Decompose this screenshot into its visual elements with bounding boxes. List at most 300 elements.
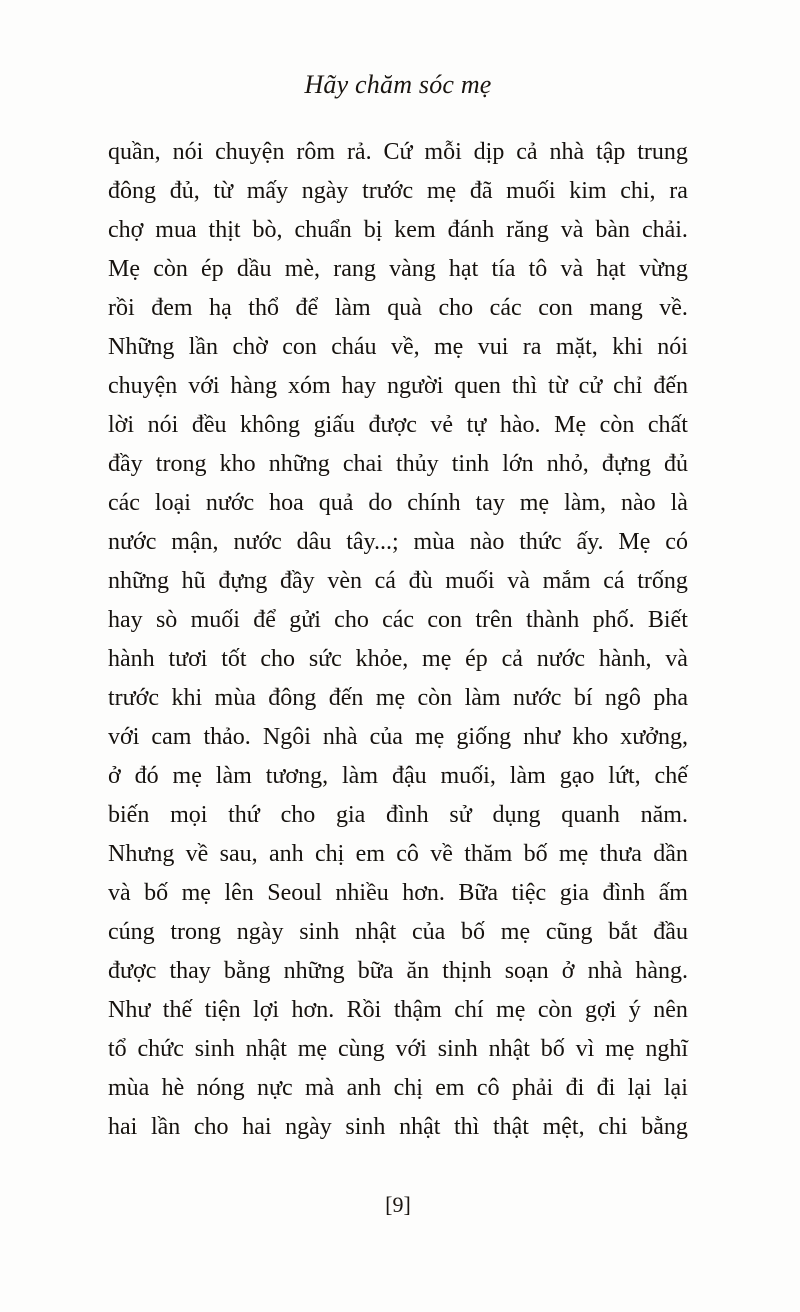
word: mùa bbox=[108, 1075, 150, 1101]
word: ra bbox=[669, 178, 688, 204]
word: gửi bbox=[289, 607, 321, 633]
text-line bbox=[108, 250, 688, 289]
word: mận, bbox=[171, 529, 219, 555]
word: tương, bbox=[265, 763, 329, 789]
word: dần bbox=[653, 841, 688, 867]
word: và bbox=[507, 568, 530, 594]
word: thưa bbox=[599, 841, 642, 867]
word: mặt, bbox=[555, 334, 598, 360]
word: hành bbox=[108, 646, 155, 672]
word: bò, bbox=[252, 217, 283, 243]
word: hơn. bbox=[291, 997, 335, 1023]
word: để bbox=[253, 607, 276, 633]
word: hàng bbox=[230, 373, 278, 399]
word: cô bbox=[396, 841, 419, 867]
word: cả bbox=[516, 139, 538, 165]
word: Bữa bbox=[458, 880, 499, 906]
word: kho bbox=[572, 724, 609, 750]
word: cam bbox=[151, 724, 192, 750]
word: sinh bbox=[299, 919, 340, 945]
word: năm. bbox=[640, 802, 688, 828]
word: chi bbox=[598, 1114, 628, 1140]
word: hai bbox=[242, 1114, 272, 1140]
word: bữa bbox=[357, 958, 394, 984]
word: từ bbox=[548, 373, 568, 399]
word: ấm bbox=[658, 880, 688, 906]
word: ngày bbox=[285, 1114, 332, 1140]
word: đủ, bbox=[169, 178, 200, 204]
word: về bbox=[185, 841, 209, 867]
word: quà bbox=[387, 295, 422, 321]
word: phố. bbox=[592, 607, 635, 633]
word: nhật bbox=[245, 1036, 287, 1062]
word: bằng bbox=[223, 958, 271, 984]
word: nhiều bbox=[335, 880, 389, 906]
word: cô bbox=[476, 1075, 500, 1101]
word: ép bbox=[201, 256, 224, 282]
word: đủ bbox=[663, 451, 688, 477]
word: đều bbox=[191, 412, 227, 438]
word: nhà bbox=[587, 958, 623, 984]
word: ngày bbox=[236, 919, 284, 945]
word: xóm bbox=[287, 373, 331, 399]
text-line bbox=[108, 1030, 688, 1069]
page-number: [9] bbox=[385, 1192, 411, 1217]
word: Cứ bbox=[383, 139, 413, 165]
word: hào. bbox=[499, 412, 541, 438]
word: còn bbox=[417, 685, 453, 711]
word: ở bbox=[108, 763, 121, 789]
text-line bbox=[108, 640, 688, 679]
text-line bbox=[108, 1108, 688, 1147]
word: về bbox=[430, 841, 453, 867]
word: từ bbox=[213, 178, 234, 204]
word: chí bbox=[454, 997, 484, 1023]
text-line bbox=[108, 1069, 688, 1108]
word: răng bbox=[506, 217, 549, 243]
word: rồi bbox=[108, 295, 135, 321]
word: vèn bbox=[327, 568, 362, 594]
word: đình bbox=[602, 880, 646, 906]
word: tiện bbox=[204, 997, 241, 1023]
word: mẹ bbox=[181, 880, 211, 906]
word: quanh bbox=[561, 802, 620, 828]
body-text bbox=[108, 133, 688, 1147]
word: tổ bbox=[108, 1036, 127, 1062]
word: trước bbox=[108, 685, 160, 711]
word: Ngôi bbox=[262, 724, 311, 750]
word: tía bbox=[491, 256, 516, 282]
word: cho bbox=[334, 607, 369, 633]
word: hàng. bbox=[635, 958, 688, 984]
word: hay bbox=[108, 607, 143, 633]
word: nhật bbox=[354, 919, 397, 945]
word: dụng bbox=[492, 802, 541, 828]
word: về, bbox=[390, 334, 420, 360]
word: dầu bbox=[236, 256, 272, 282]
word: thì bbox=[511, 373, 538, 399]
word: bị bbox=[363, 217, 383, 243]
word: hè bbox=[161, 1075, 185, 1101]
word: gạo bbox=[559, 763, 595, 789]
word: mẹ bbox=[496, 997, 526, 1023]
word: bố bbox=[461, 919, 486, 945]
word: không bbox=[240, 412, 301, 438]
word: mẹ bbox=[519, 490, 550, 516]
word: do bbox=[368, 490, 393, 516]
word: chế bbox=[654, 763, 688, 789]
word: về. bbox=[659, 295, 688, 321]
word: trống bbox=[637, 568, 688, 594]
word: bắt bbox=[608, 919, 638, 945]
word: Như bbox=[108, 997, 151, 1023]
word: nên bbox=[653, 997, 688, 1023]
word: làm, bbox=[564, 490, 607, 516]
word: đến bbox=[328, 685, 364, 711]
word: nước bbox=[205, 490, 255, 516]
word: thậm bbox=[393, 997, 442, 1023]
word: gia bbox=[335, 802, 366, 828]
word: tốt bbox=[221, 646, 247, 672]
word: thức bbox=[519, 529, 562, 555]
word: đã bbox=[469, 178, 493, 204]
word: vì bbox=[575, 1036, 595, 1062]
word: nước bbox=[233, 529, 282, 555]
text-line bbox=[108, 874, 688, 913]
word: các bbox=[382, 607, 415, 633]
word: bố bbox=[540, 1036, 565, 1062]
text-line bbox=[108, 796, 688, 835]
word: ngày bbox=[301, 178, 349, 204]
word: đầy bbox=[108, 451, 143, 477]
word: mà bbox=[304, 1075, 335, 1101]
word: vui bbox=[477, 334, 509, 360]
word: mỗi bbox=[424, 139, 462, 165]
word: nóng bbox=[196, 1075, 245, 1101]
text-line bbox=[108, 484, 688, 523]
word: nói bbox=[657, 334, 688, 360]
word: muối, bbox=[440, 763, 496, 789]
text-line bbox=[108, 133, 688, 172]
text-line bbox=[108, 679, 688, 718]
word: tô bbox=[528, 256, 548, 282]
word: để bbox=[295, 295, 319, 321]
word: nước bbox=[108, 529, 157, 555]
word: thứ bbox=[228, 802, 260, 828]
word: với bbox=[395, 1036, 427, 1062]
word: được bbox=[368, 412, 417, 438]
word: ấy. bbox=[576, 529, 604, 555]
word: và bbox=[560, 217, 584, 243]
word: thì bbox=[454, 1114, 480, 1140]
word: và bbox=[560, 256, 584, 282]
word: sò bbox=[155, 607, 178, 633]
word: nhà bbox=[549, 139, 585, 165]
word: lần bbox=[188, 334, 219, 360]
word: cháu bbox=[331, 334, 377, 360]
word: giống bbox=[456, 724, 512, 750]
word: đó bbox=[134, 763, 159, 789]
word: nhật bbox=[399, 1114, 441, 1140]
word: mẹ bbox=[426, 178, 457, 204]
text-line bbox=[108, 601, 688, 640]
word: đem bbox=[151, 295, 193, 321]
word: cả bbox=[501, 646, 523, 672]
word: chính bbox=[407, 490, 461, 516]
word: thăm bbox=[464, 841, 513, 867]
word: chờ bbox=[232, 334, 268, 360]
word: phải bbox=[511, 1075, 554, 1101]
word: nghĩ bbox=[645, 1036, 688, 1062]
word: sinh bbox=[437, 1036, 478, 1062]
word: hạt bbox=[596, 256, 626, 282]
word: được bbox=[108, 958, 157, 984]
word: chi, bbox=[620, 178, 656, 204]
word: và bbox=[108, 880, 131, 906]
word: Seoul bbox=[267, 880, 322, 906]
word: làm bbox=[215, 763, 252, 789]
word: đi bbox=[565, 1075, 585, 1101]
word: vàng bbox=[389, 256, 436, 282]
word: mắm bbox=[542, 568, 591, 594]
word: trên bbox=[475, 607, 513, 633]
word: hũ bbox=[181, 568, 206, 594]
word: lợi bbox=[253, 997, 280, 1023]
text-line bbox=[108, 289, 688, 328]
word: chức bbox=[137, 1036, 184, 1062]
word: đù bbox=[408, 568, 433, 594]
word: bố bbox=[144, 880, 169, 906]
word: ở bbox=[561, 958, 575, 984]
word: giấu bbox=[313, 412, 355, 438]
word: những bbox=[283, 958, 345, 984]
word: muối bbox=[190, 607, 240, 633]
text-line bbox=[108, 523, 688, 562]
word: bằng bbox=[641, 1114, 688, 1140]
word: anh bbox=[346, 1075, 382, 1101]
word: rôm bbox=[296, 139, 336, 165]
word: nước bbox=[513, 685, 562, 711]
word: ép bbox=[465, 646, 488, 672]
word: xưởng, bbox=[620, 724, 688, 750]
text-line bbox=[108, 172, 688, 211]
word: dịp bbox=[473, 139, 505, 165]
word: nào bbox=[469, 529, 505, 555]
word: đến bbox=[653, 373, 688, 399]
word: thủy bbox=[395, 451, 439, 477]
word: nói bbox=[172, 139, 204, 165]
word: thịt bbox=[208, 217, 241, 243]
word: nước bbox=[536, 646, 586, 672]
word: đậu bbox=[391, 763, 427, 789]
word: mệt, bbox=[542, 1114, 585, 1140]
word: Mẹ bbox=[618, 529, 651, 555]
word: ngô bbox=[604, 685, 641, 711]
word: thổ bbox=[248, 295, 279, 321]
word: anh bbox=[268, 841, 304, 867]
text-line bbox=[108, 328, 688, 367]
word: tay bbox=[475, 490, 505, 516]
word: của bbox=[412, 919, 446, 945]
word: còn bbox=[599, 412, 635, 438]
word: tự bbox=[466, 412, 487, 438]
word: Biết bbox=[647, 607, 688, 633]
word: còn bbox=[153, 256, 188, 282]
word: chị bbox=[314, 841, 345, 867]
word: Mẹ bbox=[108, 256, 140, 282]
word: chị bbox=[393, 1075, 423, 1101]
word: cho bbox=[260, 646, 296, 672]
text-line bbox=[108, 562, 688, 601]
word: hơn. bbox=[402, 880, 445, 906]
text-line bbox=[108, 835, 688, 874]
word: bí bbox=[573, 685, 593, 711]
word: với bbox=[188, 373, 220, 399]
word: chai bbox=[342, 451, 383, 477]
word: thảo. bbox=[203, 724, 251, 750]
word: những bbox=[268, 451, 330, 477]
word: cử bbox=[578, 373, 603, 399]
word: đầu bbox=[653, 919, 688, 945]
word: cúng bbox=[108, 919, 155, 945]
word: lên bbox=[224, 880, 254, 906]
word: đầy bbox=[280, 568, 315, 594]
word: kem bbox=[394, 217, 436, 243]
word: sức bbox=[308, 646, 342, 672]
word: đánh bbox=[447, 217, 495, 243]
word: làm bbox=[464, 685, 501, 711]
word: hạ bbox=[209, 295, 232, 321]
word: nhỏ, bbox=[546, 451, 589, 477]
word: trung bbox=[637, 139, 688, 165]
word: Những bbox=[108, 334, 175, 360]
word: trong bbox=[155, 451, 207, 477]
word: mấy bbox=[246, 178, 289, 204]
word: hoa bbox=[269, 490, 304, 516]
word: mẹ bbox=[500, 919, 531, 945]
word: kim bbox=[569, 178, 607, 204]
word: thành bbox=[525, 607, 580, 633]
word: đông bbox=[268, 685, 317, 711]
word: mùa bbox=[413, 529, 455, 555]
word: làm bbox=[509, 763, 546, 789]
word: tiệc bbox=[511, 880, 547, 906]
word: con bbox=[538, 295, 573, 321]
text-line bbox=[108, 445, 688, 484]
word: quả bbox=[318, 490, 354, 516]
word: chỉ bbox=[613, 373, 643, 399]
word: đi bbox=[596, 1075, 616, 1101]
word: quần, bbox=[108, 139, 161, 165]
word: mẹ bbox=[558, 841, 589, 867]
word: chải. bbox=[641, 217, 688, 243]
text-line bbox=[108, 952, 688, 991]
word: kho bbox=[219, 451, 256, 477]
word: sử bbox=[449, 802, 472, 828]
word: như bbox=[523, 724, 561, 750]
text-line bbox=[108, 913, 688, 952]
word: chợ bbox=[108, 217, 144, 243]
text-line bbox=[108, 406, 688, 445]
text-line bbox=[108, 211, 688, 250]
text-line bbox=[108, 757, 688, 796]
word: mẹ bbox=[297, 1036, 328, 1062]
word: chuyện bbox=[215, 139, 285, 165]
word: Mẹ bbox=[554, 412, 587, 438]
word: đựng bbox=[218, 568, 268, 594]
word: cho bbox=[193, 1114, 229, 1140]
word: sinh bbox=[345, 1114, 386, 1140]
word: Nhưng bbox=[108, 841, 175, 867]
word: cũng bbox=[545, 919, 593, 945]
word: thế bbox=[162, 997, 193, 1023]
word: người bbox=[387, 373, 444, 399]
word: em bbox=[435, 1075, 465, 1101]
word: những bbox=[108, 568, 170, 594]
word: khi bbox=[612, 334, 643, 360]
word: thay bbox=[169, 958, 211, 984]
word: cho bbox=[438, 295, 474, 321]
word: cá bbox=[374, 568, 396, 594]
word: là bbox=[670, 490, 688, 516]
word: sau, bbox=[219, 841, 258, 867]
word: muối bbox=[506, 178, 556, 204]
word: làm bbox=[334, 295, 371, 321]
word: nhà bbox=[322, 724, 358, 750]
text-line bbox=[108, 367, 688, 406]
word: lứt, bbox=[608, 763, 641, 789]
word: muối bbox=[445, 568, 495, 594]
word: các bbox=[489, 295, 522, 321]
word: hai bbox=[108, 1114, 138, 1140]
word: con bbox=[427, 607, 463, 633]
word: chuẩn bbox=[294, 217, 352, 243]
word: soạn bbox=[504, 958, 549, 984]
word: lại bbox=[663, 1075, 688, 1101]
word: vẻ bbox=[430, 412, 454, 438]
word: ăn bbox=[406, 958, 430, 984]
word: gia bbox=[559, 880, 590, 906]
word: còn bbox=[537, 997, 573, 1023]
word: cùng bbox=[337, 1036, 385, 1062]
running-header: Hãy chăm sóc mẹ bbox=[304, 70, 492, 99]
word: mè, bbox=[284, 256, 321, 282]
word: em bbox=[355, 841, 385, 867]
word: mẹ bbox=[422, 646, 452, 672]
word: mua bbox=[155, 217, 197, 243]
word: mọi bbox=[170, 802, 208, 828]
word: ý bbox=[628, 997, 641, 1023]
word: có bbox=[665, 529, 688, 555]
word: đình bbox=[386, 802, 429, 828]
word: Rồi bbox=[346, 997, 382, 1023]
word: nói bbox=[147, 412, 179, 438]
word: bàn bbox=[595, 217, 630, 243]
word: với bbox=[108, 724, 140, 750]
word: đông bbox=[108, 178, 156, 204]
word: tây...; bbox=[346, 529, 399, 555]
word: khỏe, bbox=[355, 646, 409, 672]
word: chuyện bbox=[108, 373, 178, 399]
word: biến bbox=[108, 802, 150, 828]
word: bố bbox=[523, 841, 548, 867]
word: chất bbox=[647, 412, 688, 438]
word: làm bbox=[342, 763, 379, 789]
word: lời bbox=[108, 412, 135, 438]
word: cá bbox=[603, 568, 625, 594]
word: trong bbox=[170, 919, 222, 945]
word: trước bbox=[362, 178, 414, 204]
